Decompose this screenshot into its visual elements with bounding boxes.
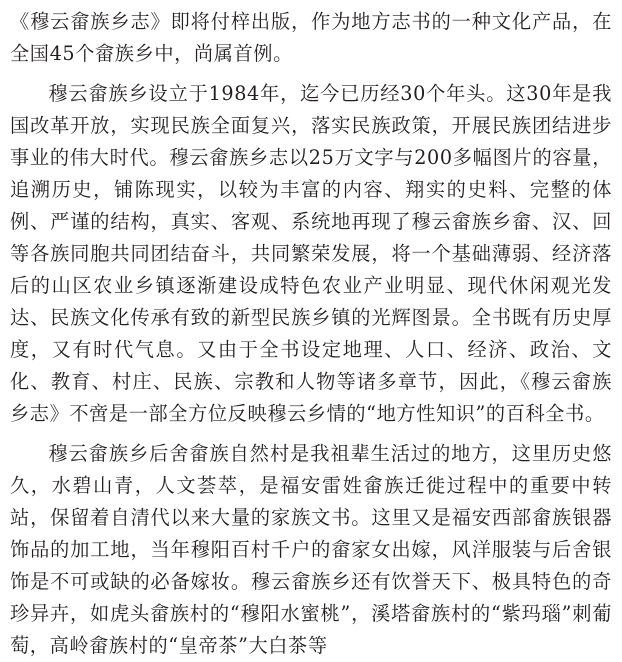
paragraph-3: 穆云畲族乡后舍畲族自然村是我祖辈生活过的地方，这里历史悠久，水碧山青，人文荟萃，是福安雷姓畲族迁徙过程中的重要中转站，保留着自清代以来大量的家族文书。这里又是福安西部畲族银器饰品的加工地，当年穆阳百村千户的畲家女出嫁，风洋服装与后舍银饰是不可或缺的必备嫁妆。穆云畲族乡还有饮誉天下、极具特色的奇珍异卉，如虎头畲族村的“穆阳水蜜桃”，溪塔畲族村的“紫玛瑙”刺葡萄，高岭畲族村的“皇帝茶”大白茶等: [10, 442, 612, 657]
paragraph-2: 穆云畲族乡设立于1984年，迄今已历经30个年头。这30年是我国改革开放，实现民族全面复兴，落实民族政策，开展民族团结进步事业的伟大时代。穆云畲族乡志以25万文字与200多幅图片的容量，追溯历史，铺陈现实，以较为丰富的内容、翔实的史料、完整的体例、严谨的结构，真实、客观、系统地再现了穆云畲族乡畲、汉、回等各族同胞共同团结奋斗，共同繁荣发展，将一个基础薄弱、经济落后的山区农业乡镇逐渐建设成特色农业产业明显、现代休闲观光发达、民族文化传承有致的新型民族乡镇的光辉图景。全书既有历史厚度，又有时代气息。又由于全书设定地理、人口、经济、政治、文化、教育、村庄、民族、宗教和人物等诸多章节，因此，《穆云畲族乡志》不啻是一部全方位反映穆云乡情的“地方性知识”的百科全书。: [10, 82, 612, 425]
paragraph-1: 《穆云畲族乡志》即将付梓出版，作为地方志书的一种文化产品，在全国45个畲族乡中，尚属首例。: [10, 10, 612, 65]
